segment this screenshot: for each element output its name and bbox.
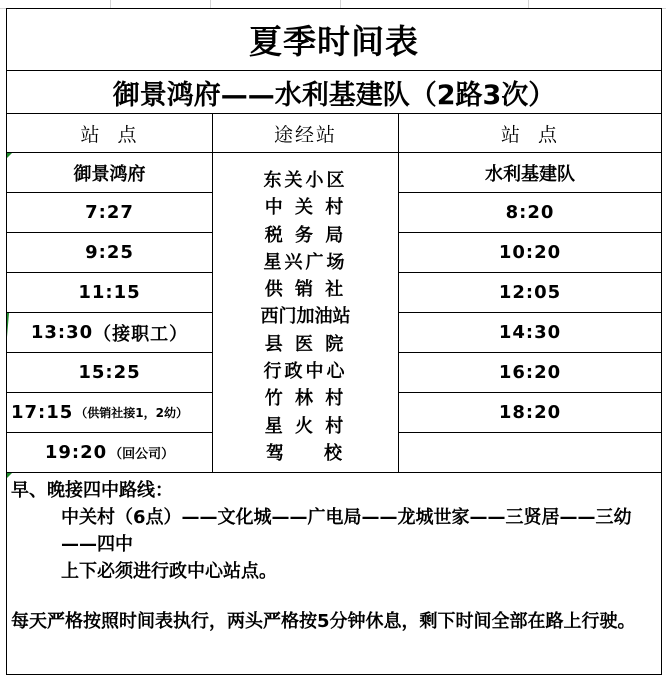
terminal-station: 水利基建队 xyxy=(485,163,575,185)
departure-time-cell xyxy=(7,393,212,432)
departure-time: 19:20 xyxy=(44,442,108,463)
via-stop: 中 关 村 xyxy=(264,197,347,219)
departure-note: （接职工） xyxy=(93,323,189,345)
via-stops-list xyxy=(213,167,398,467)
departure-time-cell xyxy=(7,433,212,472)
departure-time: 7:27 xyxy=(85,202,134,223)
return-time: 8:20 xyxy=(505,202,555,223)
via-stop: 行政中心 xyxy=(263,361,348,383)
via-stop: 西门加油站 xyxy=(260,306,351,328)
via-stop: 竹 林 村 xyxy=(264,388,347,410)
departure-time: 11:15 xyxy=(78,282,141,303)
notes-route: 中关村（6点）——文化城——广电局——龙城世家——三贤居——三幼——四中 xyxy=(61,507,632,555)
departure-time-cell xyxy=(7,273,212,312)
return-time: 16:20 xyxy=(498,362,562,383)
page-title: 夏季时间表 xyxy=(249,22,419,61)
notes-heading: 早、晚接四中路线： xyxy=(11,480,173,501)
departure-time-cell xyxy=(7,353,212,392)
return-time: 14:30 xyxy=(498,322,562,343)
timetable-sheet xyxy=(6,8,662,675)
return-time: 18:20 xyxy=(498,402,562,423)
return-time xyxy=(399,433,661,472)
departure-time-cell xyxy=(7,193,212,232)
via-stop: 星兴广场 xyxy=(263,251,348,273)
route-title: 御景鸿府——水利基建队（2路3次） xyxy=(112,79,556,111)
notes-requirement: 上下必须进行政中心站点。 xyxy=(61,561,277,582)
via-stop: 星 火 村 xyxy=(264,415,347,437)
via-stop: 税 务 局 xyxy=(264,224,347,246)
departure-time: 9:25 xyxy=(85,242,134,263)
via-stop: 县 医 院 xyxy=(264,333,347,355)
return-time: 12:05 xyxy=(498,282,562,303)
header-station-right: 站 点 xyxy=(500,123,560,146)
departure-note: （供销社接1，2幼） xyxy=(75,406,188,420)
via-stop: 驾 校 xyxy=(265,442,346,464)
return-time: 10:20 xyxy=(498,242,562,263)
departure-time: 13:30 xyxy=(30,322,94,343)
departure-time-cell xyxy=(7,313,212,352)
departure-time: 17:15 xyxy=(11,402,74,423)
notes-schedule-rule: 每天严格按照时间表执行，两头严格按5分钟休息，剩下时间全部在路上行驶。 xyxy=(11,611,636,632)
origin-station: 御景鸿府 xyxy=(73,163,146,185)
departure-note: （回公司） xyxy=(109,447,175,462)
header-via-stops: 途经站 xyxy=(273,123,337,146)
header-station-left: 站 点 xyxy=(80,123,139,146)
via-stop: 供 销 社 xyxy=(264,279,347,301)
departure-time-cell xyxy=(7,233,212,272)
notes-block xyxy=(11,477,657,635)
via-stop: 东关小区 xyxy=(263,170,348,191)
departure-time: 15:25 xyxy=(78,362,141,383)
